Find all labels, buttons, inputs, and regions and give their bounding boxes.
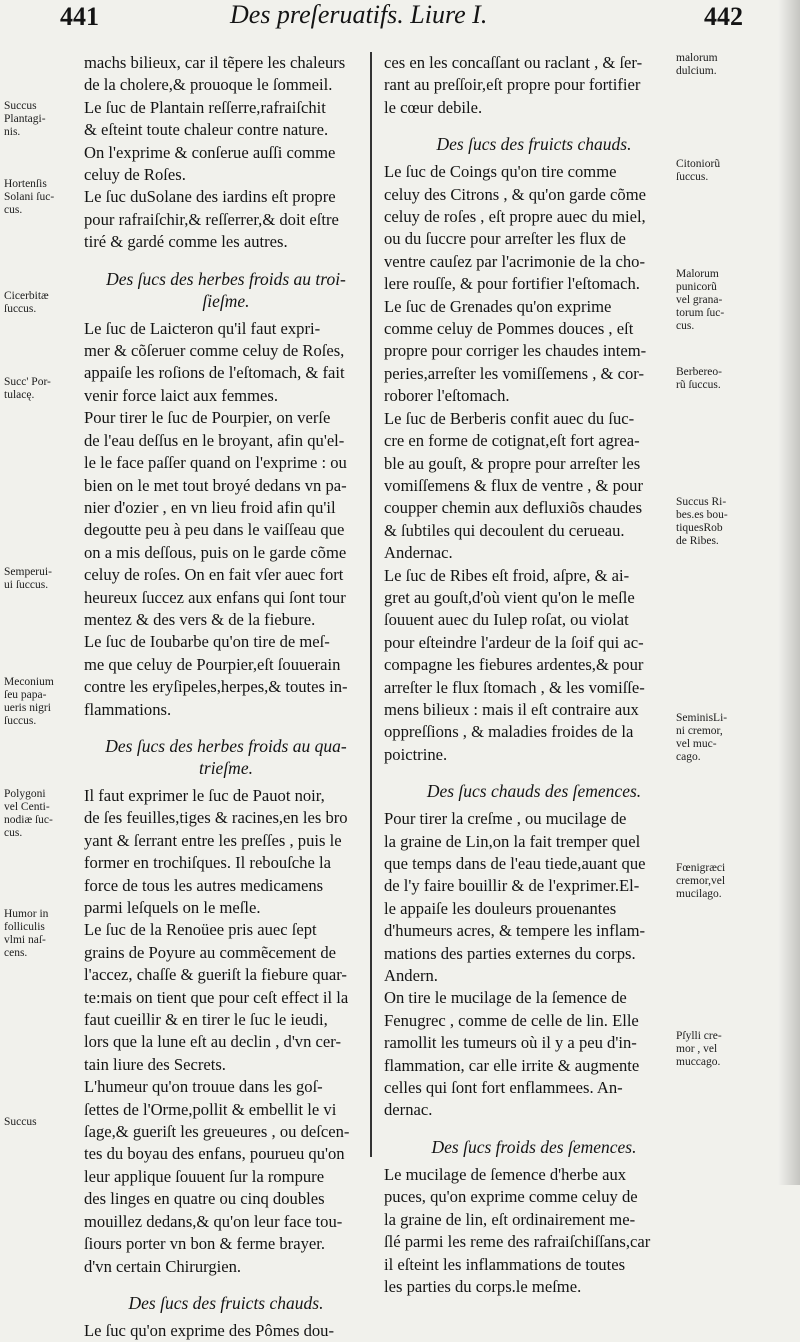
paragraph: ces en les concaſſant ou raclant , & ſer- rant au preſſoir,eſt propre pour fortifier le cœur debile.: [384, 53, 643, 117]
margin-note: Succus Plantagi- nis.: [4, 100, 46, 138]
margin-note: Hortenſis Solani ſuc- cus.: [4, 178, 55, 216]
paragraph: Le ſuc de Berberis confit auec du ſuc- cre en forme de cotignat,eſt fort agrea- ble au gouſt, & propre pour arreſter les vomiſſemens & flux de ventre , & pour coupper chemin aux defluxiõs chaudes & ſubtiles qui decoulent du cerueau. Andernac.: [384, 408, 643, 563]
section-heading: Des ſucs des herbes froids au troi- ſieſme.: [106, 268, 346, 311]
margin-note: Polygoni vel Centi- nodiæ ſuc- cus.: [4, 788, 53, 839]
paragraph: Le ſuc de Laicteron qu'il faut expri- mer & cõſeruer comme celuy de Roſes, appaiſe les roſions de l'eſtomach, & fait venir force laict aux femmes.: [84, 318, 345, 405]
margin-note: Berbereo- rũ ſuccus.: [676, 366, 722, 391]
paragraph: Le ſuc duSolane des iardins eſt propre pour rafraiſchir,& reſſerrer,& doit eſtre tiré & gardé comme les autres.: [84, 187, 339, 252]
paragraph: Le ſuc de Coings qu'on tire comme celuy des Citrons , & qu'on garde cõme celuy de roſes , eſt propre auec du miel, ou du ſuccre pour arreſter les flux de ventre cauſez par l'acrimonie de la cho- lere rouſſe, & pour fortifier l'eſtomach.: [384, 162, 646, 294]
section-heading: Des ſucs froids des ſemences.: [431, 1136, 637, 1157]
column-rule: [370, 52, 372, 1157]
margin-note: Humor in folliculis vlmi naſ- cens.: [4, 908, 49, 959]
left-column: [84, 52, 368, 1342]
section-heading: Des ſucs chauds des ſemences.: [426, 781, 642, 802]
paragraph: Pour tirer le ſuc de Pourpier, on verſe de l'eau deſſus en le broyant, afin qu'el- le le face paſſer quand on l'exprime : ou bien on le met tout broyé dedans vn pa- nier d'ozier , en vn lieu froid afin qu'il degoutte peu à peu dans le vaiſſeau que on a mis deſſous, puis on le garde cõme celuy de roſes. On en fait vſer auec fort heureux ſuccez aux enfans qui ſont tour mentez & des vers & de la fiebure.: [84, 408, 347, 629]
section-heading: Des ſucs des fruicts chauds.: [436, 134, 632, 155]
margin-note: malorum dulcium.: [676, 52, 718, 77]
paragraph: Le ſuc de Ribes eſt froid, aſpre, & ai- gret au gouſt,d'où vient qu'on le meſle ſouuent auec du Iulep roſat, ou violat pour eſteindre l'ardeur de la ſoif qui ac- compagne les fiebures ardentes,& pour arreſter le flux ſtomach , & les vomiſſe- mens bilieux : mais il eſt contraire aux oppreſſions , & maladies froides de la poictrine.: [384, 565, 645, 764]
margin-note: Meconium ſeu papa- ueris nigri ſuccus.: [4, 676, 54, 727]
page-edge-shadow: [778, 0, 800, 1185]
paragraph: L'humeur qu'on trouue dans les goſ- ſettes de l'Orme,pollit & embellit le vi ſage,& gueriſt les greueures , ou deſcen- tes du boyau des enfans, pourueu qu'on leur applique ſouuent ſur la rompure des linges en quatre ou cinq doubles mouillez dedans,& qu'on leur face tou- ſiours porter vn bon & ferme brayer. d'vn certain Chirurgien.: [84, 1077, 350, 1276]
paragraph: Le ſuc de Ioubarbe qu'on tire de meſ- me que celuy de Pourpier,eſt ſouuerain contre les eryſipeles,herpes,& toutes in- flammations.: [84, 632, 348, 719]
paragraph: Le ſuc de la Renoüee pris auec ſept grains de Poyure au commẽcement de l'accez, chaſſe & gueriſt la fiebure quar- te:mais on tient que pour ceſt effect il la faut cueillir & en tirer le ſuc le ieudi, lors que la lune eſt au declin , d'vn cer- tain liure des Secrets.: [84, 920, 349, 1074]
margin-note: Succus: [4, 1116, 37, 1128]
right-folio: 442: [704, 2, 743, 31]
running-title: Des preſeruatifs. Liure I.: [230, 0, 488, 29]
margin-note: Cicerbitæ ſuccus.: [4, 290, 49, 315]
section-heading: Des ſucs des fruicts chauds.: [128, 1292, 324, 1313]
margin-note: Succ' Por- tulacę.: [4, 376, 51, 401]
paragraph: Le mucilage de ſemence d'herbe aux puces, qu'on exprime comme celuy de la graine de lin, eſt ordinairement me- ſlé parmi les reme des rafraiſchiſſans,car il eſteint les inflammations de toutes les parties du corps.le meſme.: [384, 1164, 651, 1296]
paragraph: machs bilieux, car il tẽpere les chaleurs de la cholere,& prouoque le ſommeil.: [84, 53, 346, 95]
paragraph: On tire le mucilage de la ſemence de Fenugrec , comme de celle de lin. Elle ramollit les tumeurs où il y a peu d'in- flammation, car elle irrite & augmente celles qui ſont fort enflammees. An- dernac.: [384, 988, 640, 1120]
right-column: [384, 52, 684, 1298]
paragraph: Le ſuc de Plantain reſſerre,rafraiſchit & eſteint toute chaleur contre nature. On l'exprime & conſerue auſſi comme celuy de Roſes.: [84, 97, 336, 185]
margin-note: Succus Ri- bes.es bou- tiquesRob de Ribes.: [676, 496, 728, 547]
section-heading: Des ſucs des herbes froids au qua- trieſme.: [105, 735, 347, 778]
paragraph: Le ſuc qu'on exprime des Pômes dou-: [84, 1320, 335, 1340]
paragraph: Il faut exprimer le ſuc de Pauot noir, de ſes feuilles,tiges & racines,en les bro yant & ſerrant entre les preſſes , puis le former en trochiſques. Il rebouſche la force de tous les autres medicamens parmi leſquels on le meſle.: [84, 785, 348, 917]
left-folio: 441: [60, 2, 99, 31]
margin-note: Fœnigræci cremor,vel mucilago.: [676, 862, 726, 900]
margin-note: Semperui- ui ſuccus.: [4, 566, 52, 591]
margin-note: Malorum punicorũ vel grana- torum ſuc- cus.: [676, 268, 725, 332]
margin-note: Pſylli cre- mor , vel muccago.: [676, 1030, 722, 1068]
margin-note: SeminisLi- ni cremor, vel muc- cago.: [676, 712, 728, 763]
paragraph: Le ſuc de Grenades qu'on exprime comme celuy de Pommes douces , eſt propre pour corriger les chaudes intem- peries,arreſter les vomiſſemens , & cor- roborer l'eſtomach.: [384, 296, 647, 406]
paragraph: Pour tirer la creſme , ou mucilage de la graine de Lin,on la fait tremper quel que temps dans de l'eau tiede,auant que de l'y faire bouillir & de l'exprimer.El- le appaiſe les douleurs prouenantes d'humeurs acres, & tempere les inflam- mations des parties externes du corps. Andern.: [384, 809, 646, 986]
margin-note: Citoniorũ ſuccus.: [676, 158, 721, 183]
